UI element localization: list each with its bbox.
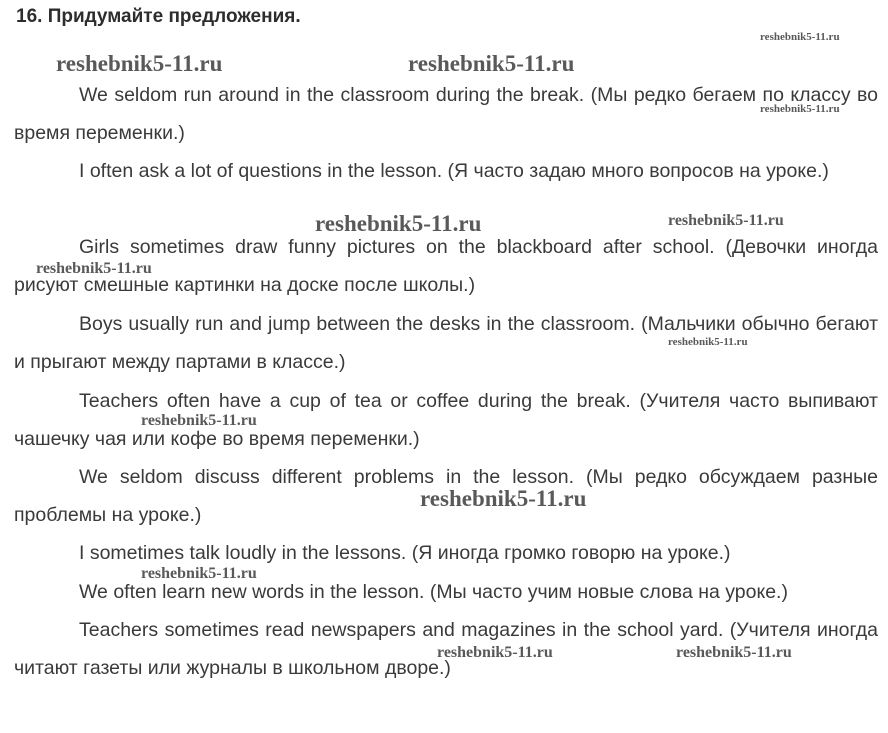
watermark: reshebnik5-11.ru	[437, 644, 553, 661]
sentence-1: We seldom run around in the classroom during the break. (Мы редко бегаем по классу во время переменки.)	[14, 84, 878, 144]
watermark: reshebnik5-11.ru	[141, 565, 257, 582]
sentence-3: Girls sometimes draw funny pictures on the blackboard after school. (Девочки иногда рисуют смешные картинки на доске после школы.)	[14, 236, 878, 296]
watermark: reshebnik5-11.ru	[760, 103, 840, 115]
watermark: reshebnik5-11.ru	[760, 31, 840, 43]
sentence-7: I sometimes talk loudly in the lessons. (Я иногда громко говорю на уроке.)	[79, 542, 731, 564]
exercise-heading: 16. Придумайте предложения.	[16, 6, 301, 27]
watermark: reshebnik5-11.ru	[56, 51, 223, 76]
sentence-8: We often learn new words in the lesson. (Мы часто учим новые слова на уроке.)	[79, 581, 788, 603]
sentence-4: Boys usually run and jump between the desks in the classroom. (Мальчики обычно бегают и прыгают между партами в классе.)	[14, 313, 878, 373]
sentence-5: Teachers often have a cup of tea or coffee during the break. (Учителя часто выпивают чашечку чая или кофе во время переменки.)	[14, 390, 878, 450]
sentence-2: I often ask a lot of questions in the lesson. (Я часто задаю много вопросов на уроке.)	[79, 160, 829, 182]
watermark: reshebnik5-11.ru	[408, 51, 575, 76]
watermark: reshebnik5-11.ru	[36, 260, 152, 277]
watermark: reshebnik5-11.ru	[420, 486, 587, 511]
watermark: reshebnik5-11.ru	[315, 211, 482, 236]
watermark: reshebnik5-11.ru	[668, 212, 784, 229]
watermark: reshebnik5-11.ru	[676, 644, 792, 661]
sentence-6: We seldom discuss different problems in the lesson. (Мы редко обсуждаем разные проблемы на уроке.)	[14, 466, 878, 526]
watermark: reshebnik5-11.ru	[141, 412, 257, 429]
sentence-9: Teachers sometimes read newspapers and magazines in the school yard. (Учителя иногда читают газеты или журналы в школьном дворе.)	[14, 619, 878, 679]
watermark: reshebnik5-11.ru	[668, 336, 748, 348]
